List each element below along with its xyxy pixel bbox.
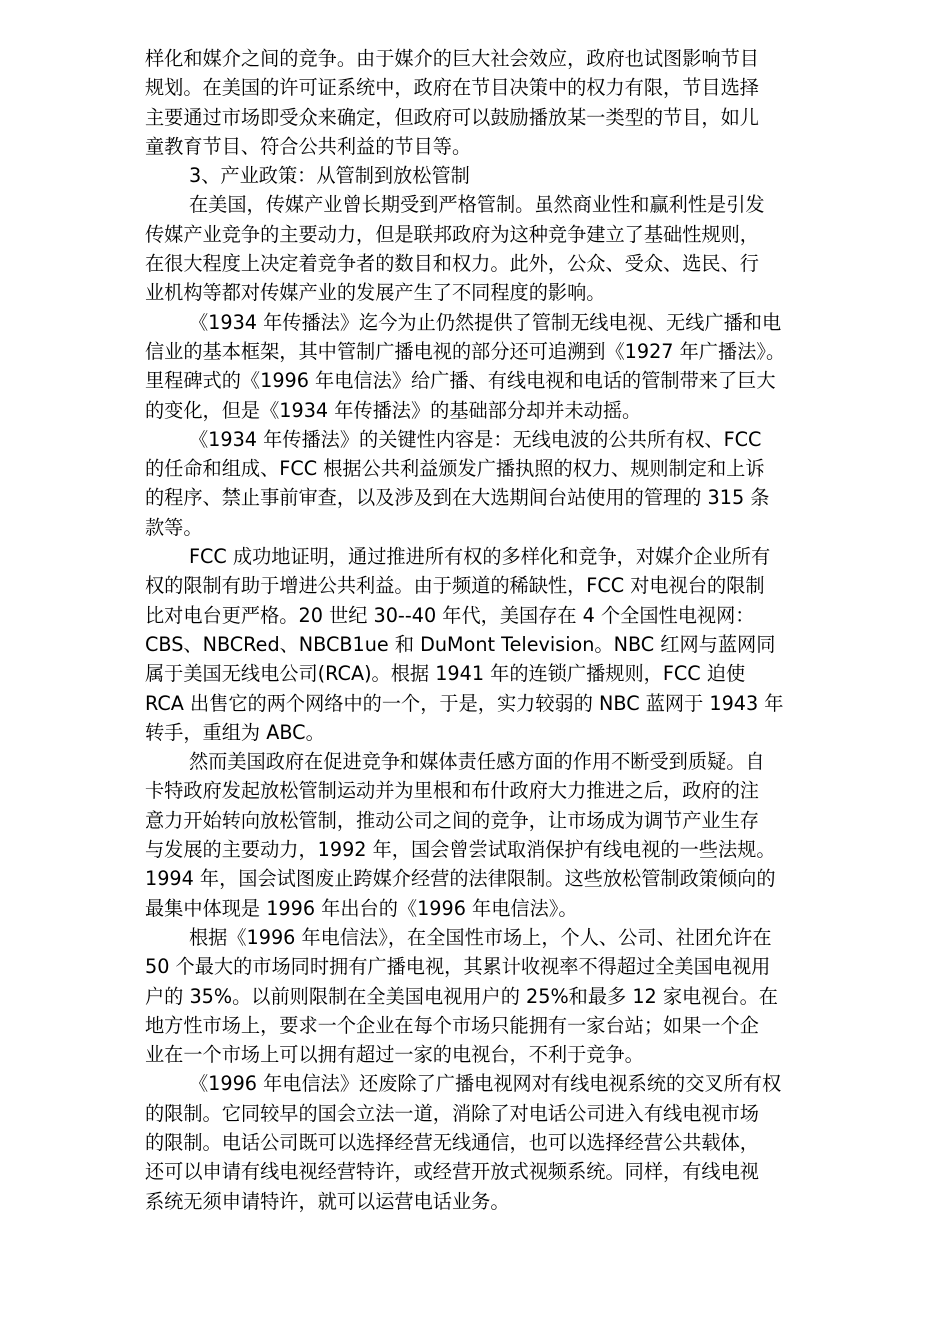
text-line: 《1996 年电信法》还废除了广播电视网对有线电视系统的交叉所有权 <box>189 1072 782 1096</box>
text-line: 里程碑式的《1996 年电信法》给广播、有线电视和电话的管制带来了巨大 <box>145 369 776 393</box>
text-line: 1994 年，国会试图废止跨媒介经营的法律限制。这些放松管制政策倾向的 <box>145 867 776 891</box>
text-line: 《1934 年传播法》的关键性内容是：无线电波的公共所有权、FCC <box>189 427 762 451</box>
text-line: 最集中体现是 1996 年出台的《1996 年电信法》。 <box>145 896 578 920</box>
text-line: 的限制。电话公司既可以选择经营无线通信，也可以选择经营公共载体， <box>145 1130 759 1154</box>
text-line: 在很大程度上决定着竞争者的数目和权力。此外，公众、受众、选民、行 <box>145 252 759 276</box>
text-line: 权的限制有助于增进公共利益。由于频道的稀缺性，FCC 对电视台的限制 <box>145 574 765 598</box>
text-line: 款等。 <box>145 515 203 539</box>
text-line: 的限制。它同较早的国会立法一道，消除了对电话公司进入有线电视市场 <box>145 1101 759 1125</box>
text-line: 卡特政府发起放松管制运动并为里根和布什政府大力推进之后，政府的注 <box>145 779 759 803</box>
text-line: 转手，重组为 ABC。 <box>145 720 325 744</box>
text-line: 还可以申请有线电视经营特许，或经营开放式视频系统。同样，有线电视 <box>145 1160 759 1184</box>
text-line: 样化和媒介之间的竞争。由于媒介的巨大社会效应，政府也试图影响节目 <box>145 47 759 70</box>
text-line: 地方性市场上，要求一个企业在每个市场只能拥有一家台站；如果一个企 <box>145 1013 759 1037</box>
text-line: 根据《1996 年电信法》，在全国性市场上，个人、公司、社团允许在 <box>189 925 772 949</box>
text-line: 与发展的主要动力，1992 年，国会曾尝试取消保护有线电视的一些法规。 <box>145 838 776 862</box>
text-line: CBS、NBCRed、NBCB1ue 和 DuMont Television。NBC 红网与蓝网同 <box>145 632 776 656</box>
text-line: 规划。在美国的许可证系统中，政府在节目决策中的权力有限，节目选择 <box>145 76 759 100</box>
document-page <box>145 44 875 1216</box>
text-line: 50 个最大的市场同时拥有广播电视，其累计收视率不得超过全美国电视用 <box>145 955 771 979</box>
text-line: 的程序、禁止事前审查，以及涉及到在大选期间台站使用的管理的 315 条 <box>145 486 770 510</box>
text-line: 业在一个市场上可以拥有超过一家的电视台，不利于竞争。 <box>145 1043 644 1067</box>
text-line: 户的 35%。以前则限制在全美国电视用户的 25%和最多 12 家电视台。在 <box>145 984 778 1008</box>
text-line: 传媒产业竞争的主要动力，但是联邦政府为这种竞争建立了基础性规则， <box>145 222 759 246</box>
text-line: 信业的基本框架，其中管制广播电视的部分还可追溯到《1927 年广播法》。 <box>145 339 786 363</box>
text-line: 业机构等都对传媒产业的发展产生了不同程度的影响。 <box>145 281 606 305</box>
text-line: 系统无须申请特许，就可以运营电话业务。 <box>145 1189 510 1213</box>
text-line: 比对电台更严格。20 世纪 30--40 年代，美国存在 4 个全国性电视网： <box>145 603 755 627</box>
text-line: 属于美国无线电公司(RCA)。根据 1941 年的连锁广播规则，FCC 迫使 <box>145 662 746 686</box>
text-line: 的变化，但是《1934 年传播法》的基础部分却并未动摇。 <box>145 398 642 422</box>
text-line: 在美国，传媒产业曾长期受到严格管制。虽然商业性和赢利性是引发 <box>189 193 765 217</box>
text-line: 的任命和组成、FCC 根据公共利益颁发广播执照的权力、规则制定和上诉 <box>145 457 765 481</box>
text-line: 主要通过市场即受众来确定，但政府可以鼓励播放某一类型的节目，如儿 <box>145 105 759 129</box>
text-line: RCA 出售它的两个网络中的一个，于是，实力较弱的 NBC 蓝网于 1943 年 <box>145 691 784 715</box>
text-line: 《1934 年传播法》迄今为止仍然提供了管制无线电视、无线广播和电 <box>189 310 782 334</box>
text-line: 童教育节目、符合公共利益的节目等。 <box>145 134 472 158</box>
text-line: 意力开始转向放松管制，推动公司之间的竞争，让市场成为调节产业生存 <box>145 808 759 832</box>
section-heading: 3、产业政策：从管制到放松管制 <box>189 164 470 188</box>
text-line: FCC 成功地证明，通过推进所有权的多样化和竞争，对媒介企业所有 <box>189 545 771 569</box>
text-line: 然而美国政府在促进竞争和媒体责任感方面的作用不断受到质疑。自 <box>189 750 765 774</box>
